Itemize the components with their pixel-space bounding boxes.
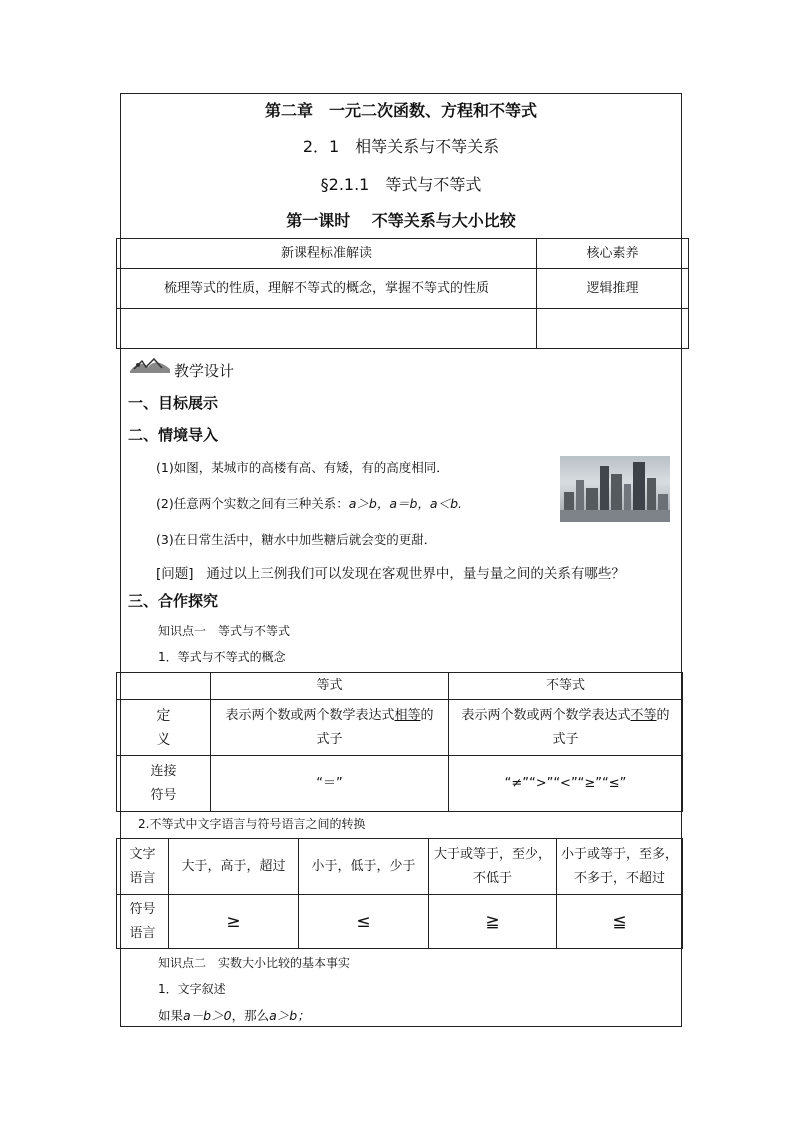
scenario-question [156,562,625,582]
subsection-title: §2.1.1 等式与不等式 [320,175,482,194]
standards-row-right: 逻辑推理 [537,269,689,309]
knowledge1-sub1: 1．等式与不等式的概念 [158,650,286,664]
standards-table [116,238,689,349]
concept-def-eq [211,700,449,756]
conv-c3-a: 大于或等于，至少， [433,846,551,862]
conv-c4-a: 小于或等于，至多， [560,846,678,862]
k2-expr: a－b＞0 [183,1008,232,1023]
conv-row1-label [117,839,169,895]
knowledge1-sub2: 2.不等式中文字语言与符号语言之间的转换 [138,817,366,831]
def-neq-underlined: 不等 [630,707,657,723]
concept-sym-eq: “＝” [211,756,449,812]
concept-header-neq: 不等式 [449,673,683,700]
conv-row1-label-a: 文字 [129,846,156,862]
section-explore: 三、合作探究 [128,592,219,610]
def-neq-line2: 式子 [552,731,579,747]
standards-empty-right [537,309,689,349]
conv-c3-b: 不低于 [472,870,512,886]
concept-def-neq [449,700,683,756]
standards-header-right: 核心素养 [537,239,689,269]
conv-s2: ≤ [299,895,429,949]
k2-prefix: 如果 [158,1008,184,1023]
scenario-item-2-relations: a＞b，a＝b，a＜b. [348,496,462,511]
standards-empty-left [117,309,537,349]
def-eq-text: 表示两个数或两个数学表达式 [225,707,395,723]
conv-row2-label-a: 符号 [129,901,156,917]
sym-label-a: 连接 [150,763,177,779]
sym-label-b: 符号 [150,787,177,803]
conv-s4: ≦ [557,895,683,949]
concept-sym-neq: “≠”“>”“<”“≥”“≤” [449,756,683,812]
k2-mid: ，那么 [231,1008,270,1023]
teaching-design-icon [128,353,172,375]
def-neq-text: 表示两个数或两个数学表达式 [461,707,631,723]
conv-s3: ≧ [429,895,557,949]
conv-c2: 小于，低于，少于 [299,839,429,895]
section-title: 2．1 相等关系与不等关系 [302,137,500,156]
city-skyline-image [560,456,670,522]
scenario-item-2-prefix: (2)任意两个实数之间有三种关系： [156,496,349,511]
question-tag: [问题] [156,566,194,582]
conv-row2-label-b: 语言 [129,925,156,941]
knowledge2-sub1: 1．文字叙述 [158,982,226,996]
lesson-title: 第一课时 不等关系与大小比较 [286,211,516,230]
scenario-item-3: (3)在日常生活中，糖水中加些糖后就会变的更甜． [156,532,437,547]
conv-c3 [429,839,557,895]
knowledge1-title: 知识点一 等式与不等式 [158,624,291,638]
knowledge2-line1 [158,1006,310,1024]
concept-table [116,672,683,812]
def-eq-underlined: 相等 [394,707,421,723]
standards-row-left: 梳理等式的性质，理解不等式的概念，掌握不等式的性质 [117,269,537,309]
knowledge2-title: 知识点二 实数大小比较的基本事实 [158,956,351,970]
conv-c1: 大于，高于，超过 [169,839,299,895]
conv-row1-label-b: 语言 [129,870,156,886]
conversion-table [116,838,683,949]
conv-row2-label [117,895,169,949]
conv-s1: ≥ [169,895,299,949]
def-label-b: 义 [156,731,171,748]
def-eq-suffix: 的 [420,707,434,723]
concept-row-sym-label [117,756,211,812]
conv-c4 [557,839,683,895]
concept-header-eq: 等式 [211,673,449,700]
concept-corner [117,673,211,700]
k2-result: a＞b； [269,1008,310,1023]
scenario-item-1: (1)如图，某城市的高楼有高、有矮，有的高度相同． [156,460,449,475]
conv-c4-b: 不多于，不超过 [573,870,665,886]
question-text: 通过以上三例我们可以发现在客观世界中，量与量之间的关系有哪些？ [206,566,625,582]
chapter-title: 第二章 一元二次函数、方程和不等式 [264,101,537,120]
scenario-item-2 [156,494,462,512]
teaching-design-label: 教学设计 [174,362,235,380]
standards-header-left: 新课程标准解读 [117,239,537,269]
def-eq-line2: 式子 [316,731,343,747]
def-neq-suffix: 的 [656,707,670,723]
def-label-a: 定 [156,707,171,724]
section-goals: 一、目标展示 [128,394,219,412]
section-intro: 二、情境导入 [128,426,219,444]
concept-row-def-label [117,700,211,756]
